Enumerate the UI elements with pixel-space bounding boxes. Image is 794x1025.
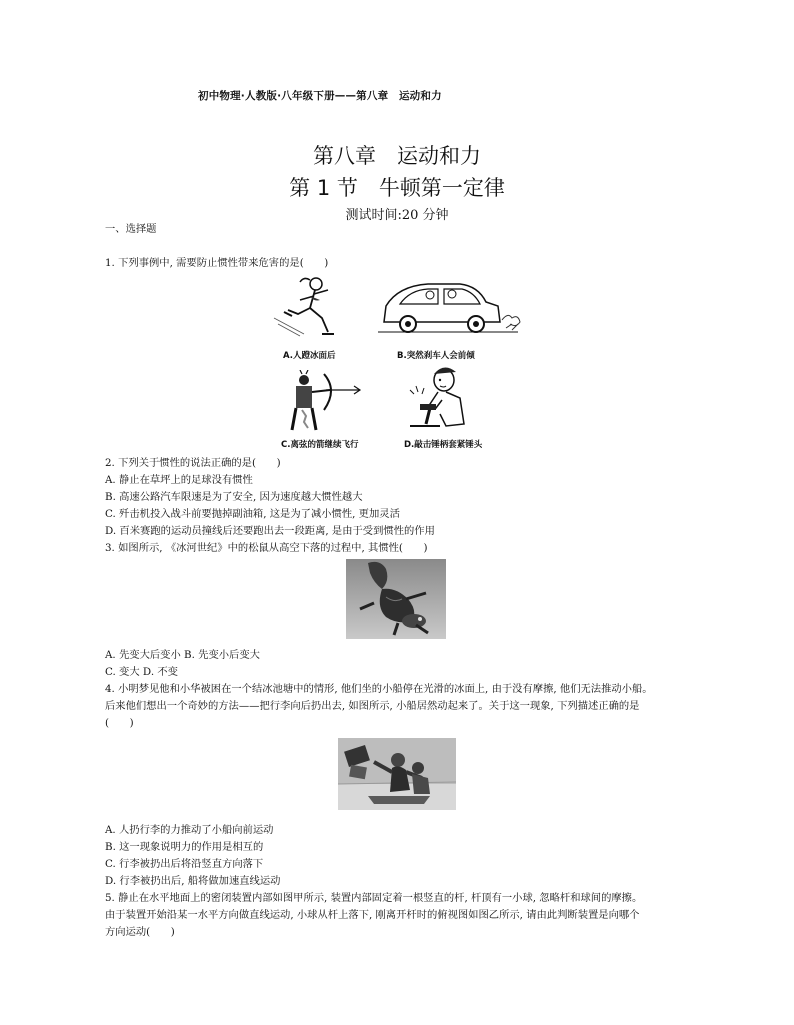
q5-stem-line3: 方向运动( ) [105,926,175,938]
q1-figure-b [378,280,528,340]
q1-caption-b: B.突然刹车人会前倾 [397,351,475,361]
q5-stem-line2: 由于装置开始沿某一水平方向做直线运动, 小球从杆上落下, 刚离开杆时的俯视图如图乙所示, 请由此判断装置是向哪个 [105,909,640,921]
boat-photo [338,738,456,810]
q4-option-d: D. 行李被扔出后, 船将做加速直线运动 [105,875,281,887]
q1-caption-c: C.离弦的箭继续飞行 [281,440,359,450]
squirrel-photo [346,559,446,639]
q4-figure-boat [338,738,456,810]
q1-figure-d [400,364,480,434]
q4-option-a: A. 人扔行李的力推动了小船向前运动 [105,824,274,836]
page-header: 初中物理·人教版·八年级下册——第八章 运动和力 [198,90,442,102]
q2-option-a: A. 静止在草坪上的足球没有惯性 [105,474,253,486]
car-illustration [378,280,528,340]
test-time: 测试时间:20 分钟 [345,208,449,223]
q1-caption-d: D.敲击锤柄套紧锤头 [404,440,483,450]
section-heading: 一、选择题 [105,223,157,235]
q1-figure-a [270,274,350,340]
q2-option-c: C. 歼击机投入战斗前要抛掉副油箱, 这是为了减小惯性, 更加灵活 [105,508,400,520]
q3-stem: 3. 如图所示, 《冰河世纪》中的松鼠从高空下落的过程中, 其惯性( ) [105,542,428,554]
q4-stem-line1: 4. 小明梦见他和小华被困在一个结冰池塘中的情形, 他们坐的小船停在光滑的冰面上, 由于没有摩擦, 他们无法推动小船。 [105,683,653,695]
q3-options-line2: C. 变大 D. 不变 [105,666,178,678]
q5-stem-line1: 5. 静止在水平地面上的密闭装置内部如图甲所示, 装置内部固定着一根竖直的杆, 杆顶有一小球, 忽略杆和球间的摩擦。 [105,892,643,904]
hammer-illustration [400,364,480,434]
q4-option-c: C. 行李被扔出后将沿竖直方向落下 [105,858,264,870]
section-title: 第 1 节 牛顿第一定律 [289,176,505,200]
q4-option-b: B. 这一现象说明力的作用是相互的 [105,841,264,853]
q3-figure-squirrel [346,559,446,639]
chapter-title: 第八章 运动和力 [313,144,481,168]
q1-caption-a: A.人蹬冰面后 [283,351,336,361]
archer-illustration [282,370,362,434]
skater-illustration [270,274,350,340]
q3-options-line1: A. 先变大后变小 B. 先变小后变大 [105,649,260,661]
q2-option-b: B. 高速公路汽车限速是为了安全, 因为速度越大惯性越大 [105,491,363,503]
q1-stem: 1. 下列事例中, 需要防止惯性带来危害的是( ) [105,257,329,269]
q4-stem-line3: ( ) [105,717,134,729]
q2-option-d: D. 百米赛跑的运动员撞线后还要跑出去一段距离, 是由于受到惯性的作用 [105,525,435,537]
q2-stem: 2. 下列关于惯性的说法正确的是( ) [105,457,281,469]
q4-stem-line2: 后来他们想出一个奇妙的方法——把行李向后扔出去, 如图所示, 小船居然动起来了。关于这一现象, 下列描述正确的是 [105,700,640,712]
q1-figure-c [282,370,362,434]
